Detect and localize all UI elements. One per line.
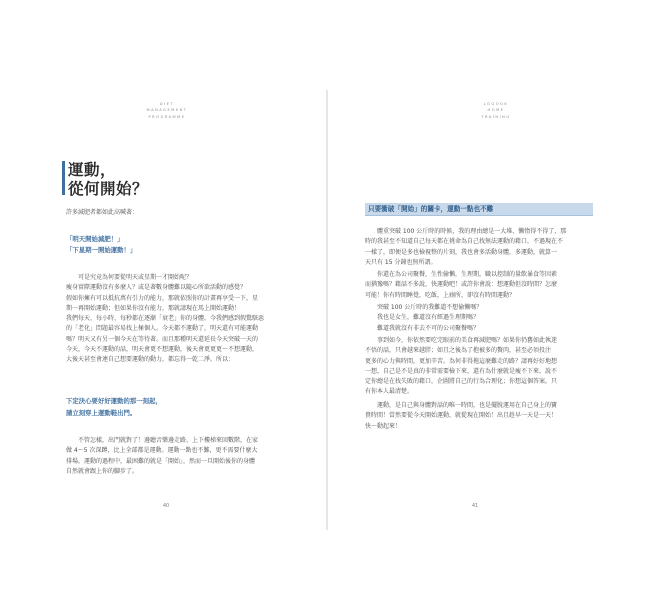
text-line: 不悟的話，只會越來越胖；如且之後為了抱被多的贅肉，甚至必須投注 <box>365 347 552 355</box>
text-line: 天只有 15 分鐘也無所謂。 <box>365 258 437 266</box>
left-page <box>0 0 327 609</box>
quote-1: 「明天開始減肥！」 <box>66 235 124 243</box>
right-paragraph-4 <box>365 336 595 398</box>
text-line: 嗎？明天又有另一個今天在等待著。而且那種明天還延長今天突破一天的 <box>66 335 259 343</box>
left-running-head <box>132 101 202 120</box>
text-line: 瘦身實際運動沒有多麼人？或是著數身體難以隨心所欲活動的感覺？ <box>66 284 247 292</box>
body-paragraph-1 <box>66 273 288 366</box>
running-head-line: HOME <box>487 108 505 113</box>
section-banner <box>365 203 593 216</box>
text-line: 定你總是在找失敗的藉口，企圖將自己的行為合理化；你想這個答案，只 <box>365 378 558 386</box>
text-line: 一樣了，即便是多也檢視整的片刻，我也會多活動身體，多運動，就算一 <box>365 248 558 256</box>
title-line-2: 從何開始？ <box>68 180 149 198</box>
text-line: 的「老化」問題最容易找上極個人。今天都不運動了，明天還有可能運動 <box>66 325 259 333</box>
page-number-left: 40 <box>163 504 170 509</box>
text-line: 我也是女生，難道沒有經過生理期嗎？ <box>377 314 480 322</box>
text-line: 有你本人最清楚。 <box>365 388 414 396</box>
running-head-line: PROGRAMME <box>148 114 186 119</box>
running-head-line: MANAGEMENT <box>146 108 188 113</box>
text-line: 不管怎樣，出門就對了！邊聽音樂邊走路、上下樓梯來回數階，在家 <box>78 437 259 444</box>
chapter-title <box>68 161 148 199</box>
right-running-head <box>461 101 531 120</box>
right-paragraph-5 <box>365 401 595 432</box>
text-line: 難道我就沒有非去不可的公司聚餐嗎？ <box>377 324 480 332</box>
text-line: 時的我甚至不知道自己每天都在挑命為自己找無法運動的藉口，不過現在不 <box>365 238 564 246</box>
right-paragraph-3 <box>377 303 595 334</box>
text-line: 假如你擁有可以抵抗萬有引力的能力，那就依照你的計畫再享受一下，星 <box>66 294 259 302</box>
title-line-1: 運動， <box>68 161 117 179</box>
text-line: 體重突破 100 公斤時的時候，我的理由總是一大堆，懶惰得不得了，那 <box>377 228 567 235</box>
text-line: 自然就會跟上你的腳步了。 <box>66 467 139 475</box>
text-line: 快～動起來！ <box>365 422 402 430</box>
text-line: 你還在為公司聚餐，生性偷懶，生理期，職以控制的量飲暴食等因素 <box>377 271 558 278</box>
body-paragraph-2 <box>66 436 288 477</box>
text-line: 事到如今，你依然要吃完眼前的美食再減肥嗎？如果你仍舊如此執迷 <box>377 337 558 344</box>
quote-2: 「下星期一開始運動！」 <box>66 246 137 254</box>
right-paragraph-2 <box>365 270 595 301</box>
text-line: 一想，自己是不是真的非常需要檢下來，還有為什麼就是瘦不下來。說不 <box>365 367 558 375</box>
text-line: 大後天甚至會連自己想要運動的動力，都忘得一乾二淨。所以： <box>66 356 235 364</box>
section-banner-text: 只要衝破「開始」的關卡，運動一點也不難 <box>368 205 494 213</box>
text-line: 做 4～5 次深蹲，比上全部都是運動。運動一點也不難，更不需要什麼大 <box>66 447 258 455</box>
text-line: 運動，是自己與身體對話的唯一時間，也是擺脫運用在自己身上的寶 <box>377 402 558 409</box>
text-line: 突破 100 公斤時的我難道不想偷懶嗎？ <box>377 304 483 311</box>
highlight-line-1: 下定決心要好好運動的那一刻起， <box>66 397 162 405</box>
text-line: 今天，今天不運動的話，明天會更不想運動，後天會更更更～不想運動， <box>66 346 259 354</box>
text-line: 期一再開始運動；但如果你沒有能力，那就請現在馬上開始運動！ <box>66 304 241 312</box>
text-line: 更多的心力與時間，更加辛苦。為何非得拖這麼難走的路？請再好好地想 <box>365 357 558 365</box>
highlight-line-2: 請立刻穿上運動鞋出門。 <box>66 409 137 417</box>
title-accent-bar <box>62 161 65 195</box>
text-line: 貴時間！當然要從今天開始運動，就從現在開始！出且趁早一天是一天！ <box>365 412 558 420</box>
right-page <box>328 0 655 609</box>
text-line: 而猶豫嗎？藉話不多說，快運動吧！或許你會說：想運動但沒時間？怎麼 <box>365 281 558 289</box>
running-head-line: DIET <box>159 102 175 106</box>
running-head-line: TRAINING <box>481 114 511 119</box>
page-number-right: 41 <box>472 504 479 509</box>
text-line: 可是究竟為何要從明天或星期一才開始呢？ <box>78 274 193 281</box>
text-line: 排場。運動的過程中，最困難的就是「開始」，然而一旦開始後你的身體 <box>66 457 256 465</box>
right-paragraph-1 <box>365 227 595 268</box>
text-line: 可能！你有時間睡覺，吃飯，上廁所，卻沒有時間運動？ <box>365 291 516 299</box>
text-line: 我們每天、每小時、每秒都在逐漸「衰老」你的身體。今我們感到假驚駭惡 <box>66 315 265 323</box>
running-head-line: LOGOOK <box>483 102 509 106</box>
intro-text: 許多減肥者都如此高喊著： <box>66 209 139 216</box>
